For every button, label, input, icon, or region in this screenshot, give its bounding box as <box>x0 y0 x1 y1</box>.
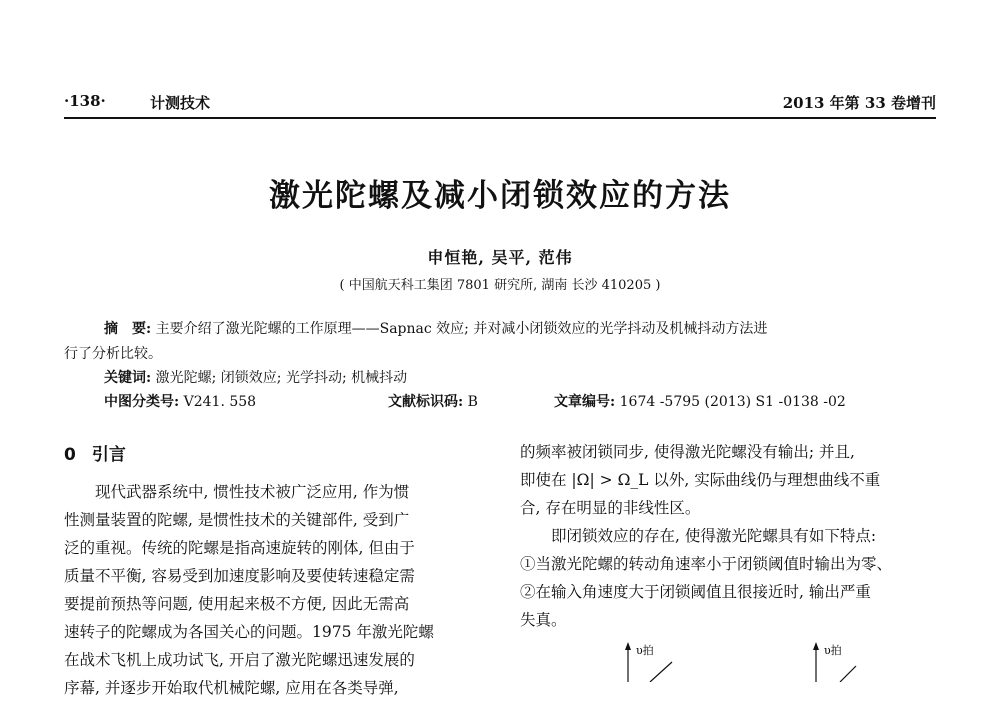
clc-value: V241. 558 <box>183 394 257 410</box>
body-line: 速转子的陀螺成为各国关心的问题。1975 年激光陀螺 <box>64 623 434 641</box>
article-number-label: 文章编号: <box>554 394 616 410</box>
y-axis-arrow <box>625 642 631 650</box>
authors: 申恒艳, 吴平, 范伟 <box>427 248 573 267</box>
axis-label: υ拍 <box>636 644 654 657</box>
figure-lock-in-curves <box>590 640 920 682</box>
document-code-label: 文献标识码: <box>388 394 464 410</box>
body-line: 序幕, 并逐步开始取代机械陀螺, 应用在各类导弹, <box>64 679 399 697</box>
abstract-text-1: 主要介绍了激光陀螺的工作原理——Sapnac 效应; 并对减小闭锁效应的光学抖动及机械抖动方法进 <box>155 321 768 337</box>
body-line: 即闭锁效应的存在, 使得激光陀螺具有如下特点: <box>520 527 877 545</box>
page-number: ·138· <box>64 92 106 110</box>
body-line: 质量不平衡, 容易受到加速度影响及要使转速稳定需 <box>64 567 415 585</box>
y-axis-arrow <box>813 642 819 650</box>
body-line: 要提前预热等问题, 使用起来极不方便, 因此无需高 <box>64 595 410 613</box>
curve-line <box>650 662 672 682</box>
journal-name: 计测技术 <box>150 94 211 112</box>
paper-title: 激光陀螺及减小闭锁效应的方法 <box>269 178 731 214</box>
header-rule <box>64 117 936 119</box>
section-number: 0 <box>64 445 76 465</box>
clc-label: 中图分类号: <box>104 394 180 410</box>
keywords <box>104 367 407 387</box>
body-line: 性测量装置的陀螺, 是惯性技术的关键部件, 受到广 <box>64 511 410 529</box>
section-title: 引言 <box>91 445 126 465</box>
figure-right-plot <box>813 642 856 682</box>
issue-info: 2013 年第 33 卷增刊 <box>782 94 936 112</box>
body-line: ①当激光陀螺的转动角速率小于闭锁阈值时输出为零、 <box>520 555 893 573</box>
body-line: 的频率被闭锁同步, 使得激光陀螺没有输出; 并且, <box>520 443 855 461</box>
body-line: ②在输入角速度大于闭锁阈值且很接近时, 输出严重 <box>520 583 871 601</box>
affiliation: ( 中国航天科工集团 7801 研究所, 湖南 长沙 410205 ) <box>339 278 661 293</box>
body-line: 合, 存在明显的非线性区。 <box>520 499 701 517</box>
article-number-value: 1674 -5795 (2013) S1 -0138 -02 <box>619 394 846 410</box>
curve-line <box>840 666 856 682</box>
body-line: 现代武器系统中, 惯性技术被广泛应用, 作为惯 <box>64 483 410 501</box>
axis-label: υ拍 <box>824 644 842 657</box>
body-line: 泛的重视。传统的陀螺是指高速旋转的刚体, 但由于 <box>64 539 415 557</box>
clc-number <box>104 391 256 411</box>
right-column <box>520 438 892 634</box>
keywords-text: 激光陀螺; 闭锁效应; 光学抖动; 机械抖动 <box>155 370 408 386</box>
body-line: 即使在 |Ω| > Ω_L 以外, 实际曲线仍与理想曲线不重 <box>520 471 881 489</box>
article-number <box>554 391 846 411</box>
abstract-label: 摘 要: <box>104 321 152 337</box>
body-line: 失真。 <box>520 611 567 629</box>
document-code-value: B <box>467 394 478 410</box>
abstract-text-2: 行了分析比较。 <box>64 346 162 362</box>
section-heading <box>64 440 126 465</box>
left-column <box>64 478 434 702</box>
body-line: 在战术飞机上成功试飞, 开启了激光陀螺迅速发展的 <box>64 651 415 669</box>
keywords-label: 关键词: <box>104 370 152 386</box>
figure-left-plot <box>625 642 672 682</box>
document-code <box>388 391 478 411</box>
abstract-line-1 <box>104 318 767 338</box>
